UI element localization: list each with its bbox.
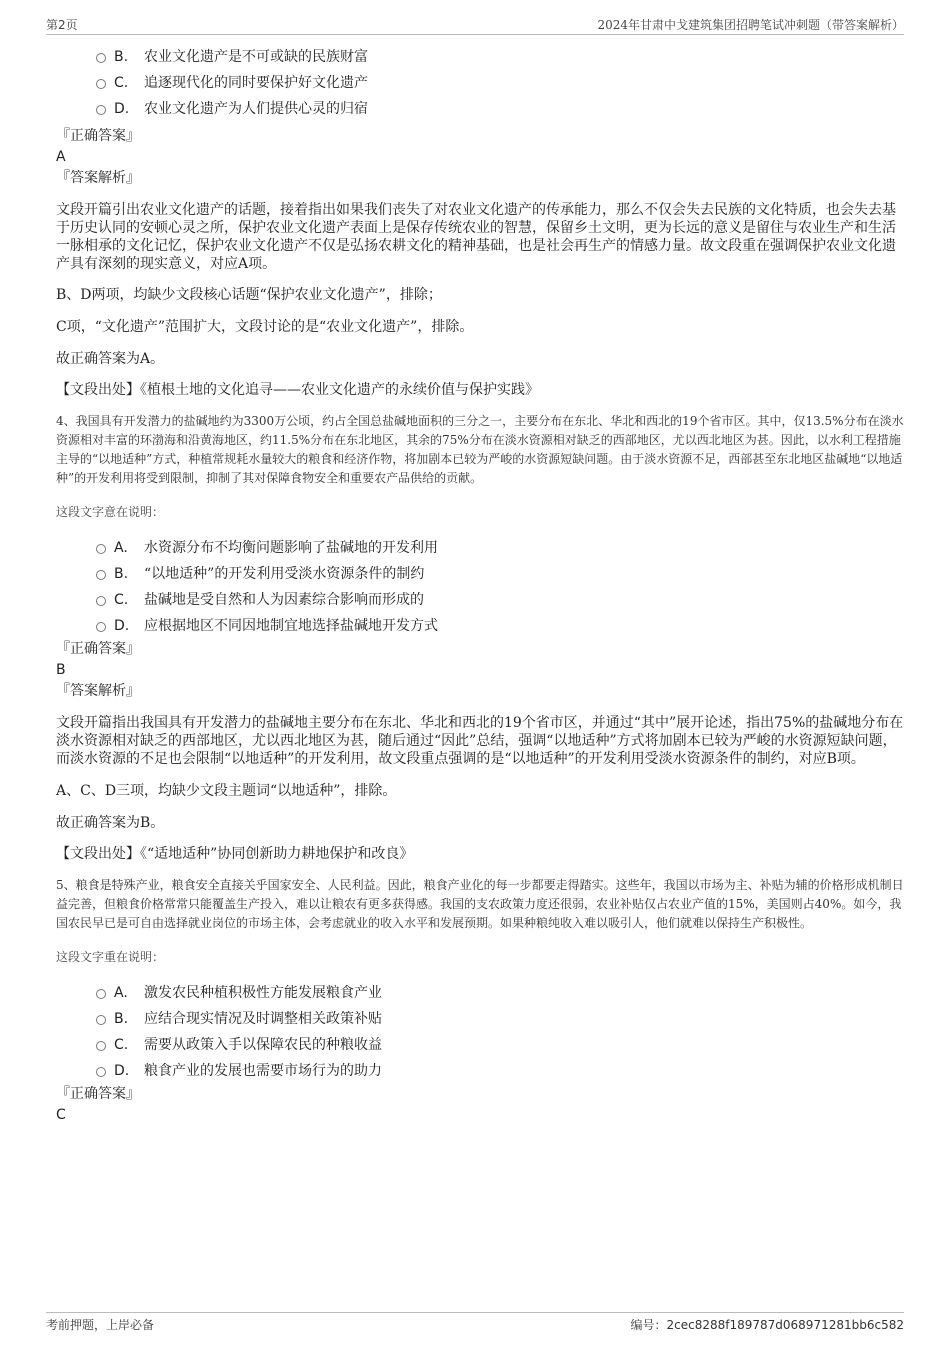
q5-option-b[interactable]	[96, 1006, 904, 1032]
option-letter: A.	[114, 985, 128, 1001]
option-text: 需要从政策入手以保障农民的种粮收益	[144, 1037, 382, 1053]
option-text: 粮食产业的发展也需要市场行为的助力	[144, 1063, 382, 1079]
radio-icon[interactable]	[96, 1015, 106, 1025]
q5-answer-label: 『正确答案』	[56, 1086, 140, 1102]
q3-analysis-paragraph: B、D两项，均缺少文段核心话题“保护农业文化遗产”，排除；	[56, 287, 442, 303]
option-text: 激发农民种植积极性方能发展粮食产业	[144, 985, 382, 1001]
code-label: 编号：	[630, 1318, 667, 1332]
q4-answer-label: 『正确答案』	[56, 641, 140, 657]
radio-icon[interactable]	[96, 1067, 106, 1077]
radio-icon[interactable]	[96, 622, 106, 632]
option-letter: B.	[114, 1011, 129, 1027]
option-text: 农业文化遗产是不可或缺的民族财富	[144, 49, 368, 65]
option-text: 追逐现代化的同时要保护好文化遗产	[144, 75, 368, 91]
option-text: “以地适种”的开发利用受淡水资源条件的制约	[144, 566, 425, 582]
q5-question-text: 5、粮食是特殊产业，粮食安全直接关乎国家安全、人民利益。因此，粮食产业化的每一步都要走得踏实。这些年，我国以市场为主、补贴为辅的价格形成机制日益完善，但粮食价格常常只能覆盖生产投入，难以让粮农有更多获得感。我国的支农政策力度还很弱，农业补贴仅占农业产值的15%，美国则占40%。如今，我国农民早已是可自由选择就业岗位的市场主体，会考虑就业的收入水平和发展预期。如果种粮纯收入难以吸引人，他们就难以保持生产积极性。	[56, 878, 904, 930]
option-letter: A.	[114, 540, 128, 556]
option-text: 应结合现实情况及时调整相关政策补贴	[144, 1011, 382, 1027]
radio-icon[interactable]	[96, 544, 106, 554]
option-letter: D.	[114, 1063, 130, 1079]
option-letter: B.	[114, 566, 129, 582]
radio-icon[interactable]	[96, 989, 106, 999]
q3-source: 【文段出处】《植根土地的文化追寻——农业文化遗产的永续价值与保护实践》	[56, 382, 539, 398]
q5-option-d[interactable]	[96, 1058, 904, 1084]
q4-option-a[interactable]	[96, 535, 904, 561]
code-value: 2cec8288f189787d068971281bb6c582	[666, 1318, 904, 1332]
option-text: 水资源分布不均衡问题影响了盐碱地的开发利用	[144, 540, 438, 556]
option-letter: D.	[114, 618, 130, 634]
q4-option-d[interactable]	[96, 613, 904, 639]
q4-analysis-paragraph: 故正确答案为B。	[56, 815, 165, 831]
page-number: 第2页	[46, 18, 78, 32]
q3-answer: A	[56, 149, 66, 165]
radio-icon[interactable]	[96, 53, 106, 63]
q3-option-d[interactable]	[96, 96, 904, 122]
page-footer	[46, 1312, 904, 1335]
option-letter: B.	[114, 49, 129, 65]
q4-analysis-paragraph: A、C、D三项，均缺少文段主题词“以地适种”，排除。	[56, 783, 397, 799]
q5-option-a[interactable]	[96, 980, 904, 1006]
radio-icon[interactable]	[96, 1041, 106, 1051]
q5-prompt: 这段文字重在说明：	[56, 950, 165, 964]
option-text: 农业文化遗产为人们提供心灵的归宿	[144, 101, 368, 117]
q5-answer: C	[56, 1107, 66, 1123]
q3-analysis-paragraph: C项，“文化遗产”范围扩大，文段讨论的是“农业文化遗产”，排除。	[56, 319, 474, 335]
page-header	[46, 14, 904, 35]
radio-icon[interactable]	[96, 79, 106, 89]
q4-analysis-label: 『答案解析』	[56, 683, 140, 699]
q4-option-c[interactable]	[96, 587, 904, 613]
q5-option-c[interactable]	[96, 1032, 904, 1058]
radio-icon[interactable]	[96, 570, 106, 580]
q5-options	[96, 980, 904, 1084]
q3-option-c[interactable]	[96, 70, 904, 96]
page-content	[56, 40, 904, 1126]
option-text: 盐碱地是受自然和人为因素综合影响而形成的	[144, 592, 424, 608]
q4-source: 【文段出处】《“适地适种”协同创新助力耕地保护和改良》	[56, 846, 414, 862]
q3-analysis-paragraph: 故正确答案为A。	[56, 351, 165, 367]
q4-prompt: 这段文字意在说明：	[56, 505, 165, 519]
option-letter: C.	[114, 592, 129, 608]
option-text: 应根据地区不同因地制宜地选择盐碱地开发方式	[144, 618, 438, 634]
q4-option-b[interactable]	[96, 561, 904, 587]
document-title: 2024年甘肃中戈建筑集团招聘笔试冲刺题（带答案解析）	[597, 18, 904, 32]
q3-answer-label: 『正确答案』	[56, 128, 140, 144]
footer-slogan: 考前押题，上岸必备	[46, 1318, 155, 1332]
q3-analysis-label: 『答案解析』	[56, 170, 140, 186]
q3-options	[96, 44, 904, 122]
q3-option-b[interactable]	[96, 44, 904, 70]
option-letter: C.	[114, 1037, 129, 1053]
radio-icon[interactable]	[96, 596, 106, 606]
q4-options	[96, 535, 904, 639]
option-letter: D.	[114, 101, 130, 117]
q4-analysis-paragraph: 文段开篇指出我国具有开发潜力的盐碱地主要分布在东北、华北和西北的19个省市区，并通过“其中”展开论述，指出75%的盐碱地分布在淡水资源相对缺乏的西部地区，尤以西北地区为甚，随后通过“因此”总结，强调“以地适种”方式将加剧本已较为严峻的水资源短缺问题，而淡水资源的不足也会限制“以地适种”的开发利用，故文段重点强调的是“以地适种”的开发利用受淡水资源条件的制约，对应B项。	[56, 715, 904, 767]
q3-analysis-paragraph: 文段开篇引出农业文化遗产的话题，接着指出如果我们丧失了对农业文化遗产的传承能力，那么不仅会失去民族的文化特质，也会失去基于历史认同的安顿心灵之所，保护农业文化遗产表面上是保存传统农业的智慧，保留乡土文明，更为长远的意义是留住与农业生产和生活一脉相承的文化记忆，保护农业文化遗产不仅是弘扬农耕文化的精神基础，也是社会再生产的情感力量。故文段重在强调保护农业文化遗产具有深刻的现实意义，对应A项。	[56, 202, 896, 272]
q4-answer: B	[56, 662, 66, 678]
option-letter: C.	[114, 75, 129, 91]
q4-question-text: 4、我国具有开发潜力的盐碱地约为3300万公顷，约占全国总盐碱地面积的三分之一，主要分布在东北、华北和西北的19个省市区。其中，仅13.5%分布在淡水资源相对丰富的环渤海和沿黄海地区，约11.5%分布在东北地区，其余的75%分布在淡水资源相对缺乏的西部地区，尤以西北地区为甚。因此，以水利工程措施主导的“以地适种”方式，种植常规耗水量较大的粮食和经济作物，将加剧本已较为严峻的水资源短缺问题。由于淡水资源不足，西部甚至东北地区盐碱地“以地适种”的开发利用将受到限制，抑制了其对保障食物安全和重要农产品供给的贡献。	[56, 414, 904, 485]
radio-icon[interactable]	[96, 105, 106, 115]
document-code	[630, 1316, 904, 1333]
